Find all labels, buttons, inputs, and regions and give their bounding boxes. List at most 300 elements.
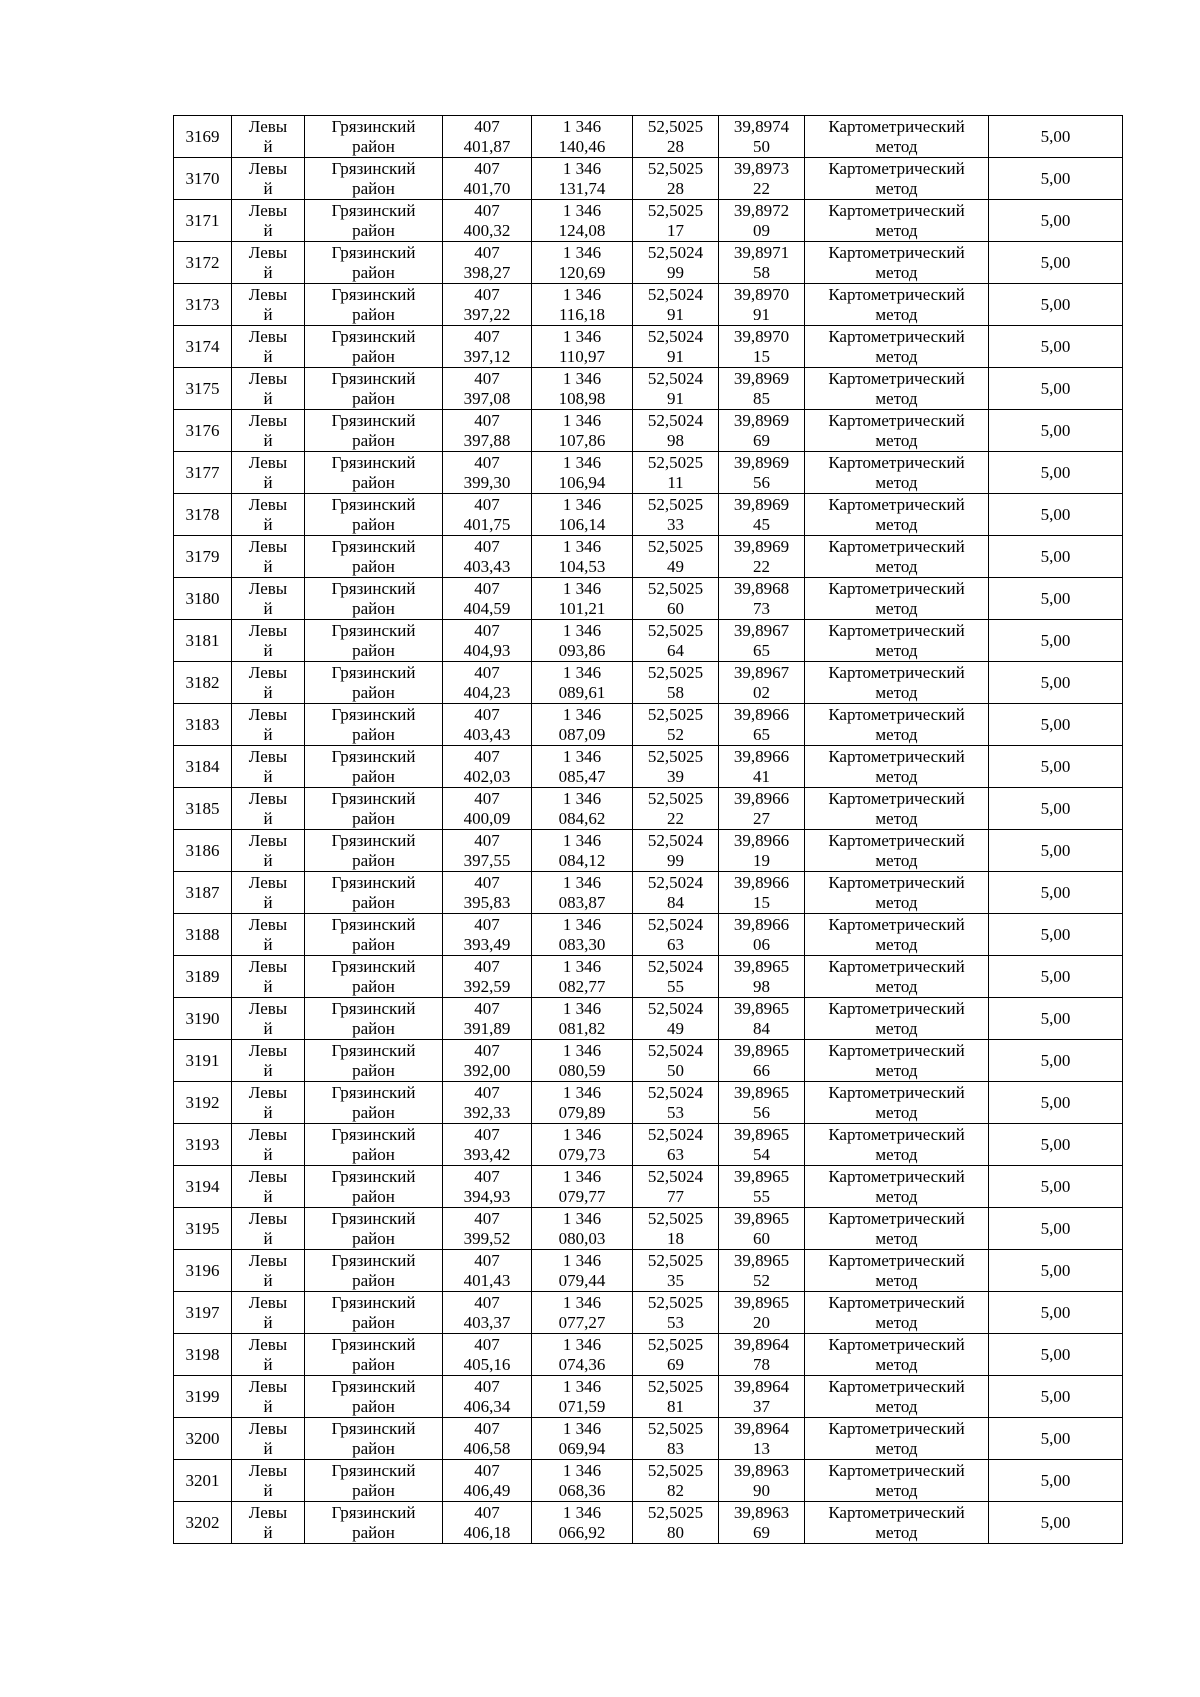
cell-method (805, 1334, 989, 1376)
cell-coord-x-line: 400,32 (463, 221, 511, 240)
cell-bank-side (232, 200, 305, 242)
cell-latitude-line: 52,5025 (647, 1503, 704, 1522)
cell-latitude-line: 28 (667, 137, 684, 156)
cell-longitude-line: 39,8966 (733, 705, 790, 724)
cell-bank-side-line: й (263, 809, 273, 828)
cell-method-line: метод (875, 221, 918, 240)
cell-method-line: Картометрический (828, 1293, 965, 1312)
cell-longitude-line: 39,8963 (733, 1461, 790, 1480)
table-row (174, 1040, 1123, 1082)
cell-coord-x-line: 407 (474, 537, 500, 556)
cell-bank-side-line: Левы (248, 411, 288, 430)
cell-coord-y-line: 071,59 (558, 1397, 606, 1416)
cell-longitude (719, 200, 805, 242)
cell-coord-y (532, 410, 633, 452)
cell-method-line: Картометрический (828, 1419, 965, 1438)
cell-district-line: Грязинский (331, 915, 416, 934)
cell-longitude-line: 39,8967 (733, 621, 790, 640)
cell-method (805, 872, 989, 914)
cell-method-line: метод (875, 641, 918, 660)
cell-longitude (719, 116, 805, 158)
cell-latitude (633, 116, 719, 158)
cell-longitude-line: 19 (753, 851, 770, 870)
cell-coord-x (443, 1292, 532, 1334)
cell-coord-y-line: 1 346 (562, 411, 602, 430)
cell-bank-side-line: й (263, 1397, 273, 1416)
cell-coord-y (532, 452, 633, 494)
cell-coord-x (443, 494, 532, 536)
cell-bank-side-line: Левы (248, 831, 288, 850)
cell-coord-x-line: 407 (474, 1125, 500, 1144)
cell-longitude-line: 39,8967 (733, 663, 790, 682)
cell-coord-y-line: 1 346 (562, 1377, 602, 1396)
cell-method-line: Картометрический (828, 1125, 965, 1144)
cell-latitude-line: 52,5025 (647, 747, 704, 766)
cell-latitude-line: 52,5025 (647, 1377, 704, 1396)
cell-bank-side-line: Левы (248, 1167, 288, 1186)
cell-district (305, 494, 443, 536)
cell-latitude-line: 80 (667, 1523, 684, 1542)
cell-latitude-line: 63 (667, 935, 684, 954)
cell-point-number: 3200 (174, 1418, 232, 1460)
cell-coord-x-line: 407 (474, 453, 500, 472)
cell-accuracy: 5,00 (989, 788, 1123, 830)
cell-coord-x (443, 326, 532, 368)
cell-coord-y-line: 1 346 (562, 789, 602, 808)
cell-coord-y-line: 083,30 (558, 935, 606, 954)
cell-coord-x-line: 407 (474, 999, 500, 1018)
cell-district (305, 284, 443, 326)
cell-method-line: метод (875, 1145, 918, 1164)
table-body (174, 116, 1123, 1544)
cell-district-line: район (352, 1271, 395, 1290)
cell-latitude (633, 578, 719, 620)
cell-accuracy: 5,00 (989, 368, 1123, 410)
cell-coord-y-line: 1 346 (562, 537, 602, 556)
cell-latitude (633, 1124, 719, 1166)
cell-district-line: район (352, 179, 395, 198)
cell-latitude-line: 52,5024 (647, 1041, 704, 1060)
cell-latitude-line: 58 (667, 683, 684, 702)
cell-coord-x-line: 405,16 (463, 1355, 511, 1374)
cell-longitude (719, 746, 805, 788)
cell-longitude-line: 60 (753, 1229, 770, 1248)
cell-district-line: район (352, 1523, 395, 1542)
cell-method-line: метод (875, 1229, 918, 1248)
cell-method (805, 1166, 989, 1208)
cell-accuracy: 5,00 (989, 284, 1123, 326)
cell-point-number: 3175 (174, 368, 232, 410)
cell-longitude-line: 39,8972 (733, 201, 790, 220)
table-row (174, 1082, 1123, 1124)
cell-latitude-line: 52,5025 (647, 537, 704, 556)
cell-coord-y-line: 069,94 (558, 1439, 606, 1458)
cell-latitude-line: 52,5024 (647, 1125, 704, 1144)
cell-longitude-line: 55 (753, 1187, 770, 1206)
cell-longitude-line: 73 (753, 599, 770, 618)
cell-longitude (719, 872, 805, 914)
cell-district (305, 1040, 443, 1082)
cell-bank-side-line: Левы (248, 663, 288, 682)
cell-coord-x (443, 536, 532, 578)
cell-latitude-line: 52,5025 (647, 621, 704, 640)
cell-method (805, 578, 989, 620)
cell-point-number: 3187 (174, 872, 232, 914)
cell-bank-side-line: й (263, 683, 273, 702)
cell-latitude-line: 52,5024 (647, 999, 704, 1018)
cell-longitude (719, 1040, 805, 1082)
cell-district-line: Грязинский (331, 453, 416, 472)
cell-method-line: Картометрический (828, 873, 965, 892)
cell-method (805, 200, 989, 242)
cell-bank-side (232, 116, 305, 158)
cell-bank-side (232, 662, 305, 704)
cell-coord-x-line: 406,18 (463, 1523, 511, 1542)
cell-latitude-line: 52,5025 (647, 579, 704, 598)
cell-district (305, 452, 443, 494)
cell-coord-x (443, 410, 532, 452)
cell-longitude-line: 39,8964 (733, 1377, 790, 1396)
cell-latitude-line: 18 (667, 1229, 684, 1248)
table-row (174, 956, 1123, 998)
table-row (174, 158, 1123, 200)
cell-longitude-line: 37 (753, 1397, 770, 1416)
cell-bank-side-line: Левы (248, 159, 288, 178)
cell-coord-y-line: 068,36 (558, 1481, 606, 1500)
cell-district (305, 1334, 443, 1376)
cell-district (305, 368, 443, 410)
cell-method-line: метод (875, 347, 918, 366)
cell-longitude-line: 39,8965 (733, 957, 790, 976)
cell-coord-y-line: 120,69 (558, 263, 606, 282)
cell-coord-y-line: 1 346 (562, 1041, 602, 1060)
cell-district-line: район (352, 1397, 395, 1416)
cell-longitude-line: 39,8966 (733, 789, 790, 808)
cell-bank-side (232, 284, 305, 326)
cell-longitude (719, 1418, 805, 1460)
cell-coord-y (532, 662, 633, 704)
cell-accuracy: 5,00 (989, 536, 1123, 578)
coordinates-table (173, 115, 1123, 1544)
cell-bank-side-line: Левы (248, 327, 288, 346)
cell-bank-side (232, 1460, 305, 1502)
cell-latitude-line: 52,5025 (647, 1335, 704, 1354)
cell-coord-y (532, 704, 633, 746)
cell-coord-x-line: 407 (474, 285, 500, 304)
table-row (174, 1250, 1123, 1292)
cell-coord-x-line: 407 (474, 957, 500, 976)
cell-district (305, 788, 443, 830)
cell-method-line: метод (875, 893, 918, 912)
cell-coord-x-line: 406,34 (463, 1397, 511, 1416)
cell-longitude-line: 56 (753, 473, 770, 492)
cell-district-line: Грязинский (331, 789, 416, 808)
cell-longitude-line: 02 (753, 683, 770, 702)
cell-coord-y (532, 746, 633, 788)
cell-coord-x-line: 399,52 (463, 1229, 511, 1248)
cell-point-number: 3181 (174, 620, 232, 662)
cell-longitude-line: 39,8973 (733, 159, 790, 178)
cell-coord-y (532, 1082, 633, 1124)
cell-longitude-line: 39,8968 (733, 579, 790, 598)
cell-method-line: Картометрический (828, 1209, 965, 1228)
cell-district-line: Грязинский (331, 1419, 416, 1438)
cell-bank-side-line: Левы (248, 201, 288, 220)
cell-latitude (633, 1250, 719, 1292)
cell-coord-x (443, 1334, 532, 1376)
cell-coord-x-line: 407 (474, 117, 500, 136)
cell-district (305, 1292, 443, 1334)
cell-district-line: Грязинский (331, 999, 416, 1018)
cell-coord-y-line: 087,09 (558, 725, 606, 744)
table-row (174, 1418, 1123, 1460)
cell-bank-side-line: й (263, 179, 273, 198)
cell-method-line: метод (875, 1103, 918, 1122)
cell-method (805, 620, 989, 662)
cell-bank-side-line: й (263, 1355, 273, 1374)
cell-coord-y-line: 1 346 (562, 201, 602, 220)
cell-coord-x-line: 407 (474, 1419, 500, 1438)
cell-accuracy: 5,00 (989, 1166, 1123, 1208)
table-row (174, 200, 1123, 242)
table-row (174, 452, 1123, 494)
cell-bank-side-line: й (263, 851, 273, 870)
cell-point-number: 3173 (174, 284, 232, 326)
cell-point-number: 3186 (174, 830, 232, 872)
cell-coord-y-line: 116,18 (558, 305, 606, 324)
cell-district-line: район (352, 1061, 395, 1080)
cell-latitude-line: 52,5025 (647, 1461, 704, 1480)
cell-longitude (719, 1334, 805, 1376)
cell-coord-x-line: 399,30 (463, 473, 511, 492)
cell-bank-side-line: й (263, 1019, 273, 1038)
cell-latitude-line: 64 (667, 641, 684, 660)
cell-bank-side-line: Левы (248, 999, 288, 1018)
cell-coord-x-line: 407 (474, 873, 500, 892)
cell-coord-y-line: 1 346 (562, 705, 602, 724)
cell-coord-x-line: 407 (474, 1335, 500, 1354)
table-row (174, 1334, 1123, 1376)
cell-bank-side-line: й (263, 389, 273, 408)
cell-latitude-line: 77 (667, 1187, 684, 1206)
cell-method-line: метод (875, 1061, 918, 1080)
cell-coord-y-line: 080,03 (558, 1229, 606, 1248)
cell-coord-y-line: 079,73 (558, 1145, 606, 1164)
cell-accuracy: 5,00 (989, 410, 1123, 452)
cell-bank-side (232, 1124, 305, 1166)
cell-bank-side-line: Левы (248, 117, 288, 136)
cell-method-line: Картометрический (828, 705, 965, 724)
cell-coord-x-line: 393,42 (463, 1145, 511, 1164)
cell-coord-x-line: 397,22 (463, 305, 511, 324)
cell-longitude-line: 39,8969 (733, 453, 790, 472)
cell-method-line: метод (875, 305, 918, 324)
cell-longitude-line: 15 (753, 347, 770, 366)
table-row (174, 578, 1123, 620)
cell-coord-x-line: 407 (474, 831, 500, 850)
cell-longitude (719, 1166, 805, 1208)
cell-method-line: метод (875, 1313, 918, 1332)
cell-coord-x-line: 407 (474, 411, 500, 430)
cell-method-line: Картометрический (828, 999, 965, 1018)
cell-district-line: район (352, 977, 395, 996)
cell-bank-side-line: й (263, 1061, 273, 1080)
cell-longitude-line: 39,8974 (733, 117, 790, 136)
cell-coord-y-line: 1 346 (562, 327, 602, 346)
cell-latitude (633, 536, 719, 578)
cell-district-line: Грязинский (331, 1041, 416, 1060)
cell-bank-side (232, 1082, 305, 1124)
cell-coord-y (532, 1166, 633, 1208)
cell-coord-y (532, 242, 633, 284)
cell-bank-side-line: Левы (248, 243, 288, 262)
cell-coord-y (532, 200, 633, 242)
cell-latitude-line: 91 (667, 347, 684, 366)
cell-coord-x-line: 407 (474, 1209, 500, 1228)
cell-method-line: метод (875, 1397, 918, 1416)
cell-bank-side-line: Левы (248, 1083, 288, 1102)
cell-coord-x (443, 1040, 532, 1082)
cell-bank-side-line: й (263, 1271, 273, 1290)
cell-method-line: Картометрический (828, 495, 965, 514)
cell-district-line: район (352, 473, 395, 492)
cell-district (305, 662, 443, 704)
cell-accuracy: 5,00 (989, 1502, 1123, 1544)
cell-accuracy: 5,00 (989, 746, 1123, 788)
cell-coord-x (443, 1418, 532, 1460)
cell-coord-y-line: 124,08 (558, 221, 606, 240)
cell-method-line: метод (875, 137, 918, 156)
cell-longitude-line: 66 (753, 1061, 770, 1080)
cell-district-line: район (352, 1439, 395, 1458)
cell-latitude-line: 50 (667, 1061, 684, 1080)
cell-coord-x-line: 407 (474, 663, 500, 682)
cell-longitude-line: 90 (753, 1481, 770, 1500)
cell-latitude (633, 788, 719, 830)
cell-coord-x-line: 406,58 (463, 1439, 511, 1458)
cell-method (805, 1418, 989, 1460)
cell-coord-y-line: 1 346 (562, 747, 602, 766)
cell-point-number: 3201 (174, 1460, 232, 1502)
cell-coord-x-line: 407 (474, 369, 500, 388)
cell-district-line: Грязинский (331, 747, 416, 766)
table-row (174, 326, 1123, 368)
cell-bank-side-line: Левы (248, 915, 288, 934)
cell-bank-side-line: й (263, 599, 273, 618)
cell-coord-y-line: 1 346 (562, 579, 602, 598)
cell-district-line: Грязинский (331, 705, 416, 724)
cell-district-line: район (352, 767, 395, 786)
cell-accuracy: 5,00 (989, 1334, 1123, 1376)
cell-district-line: Грязинский (331, 957, 416, 976)
cell-method-line: метод (875, 767, 918, 786)
cell-district-line: район (352, 389, 395, 408)
cell-district (305, 116, 443, 158)
cell-longitude-line: 58 (753, 263, 770, 282)
cell-district-line: Грязинский (331, 663, 416, 682)
cell-district-line: район (352, 1145, 395, 1164)
table-row (174, 1460, 1123, 1502)
cell-latitude-line: 39 (667, 767, 684, 786)
cell-coord-x (443, 1502, 532, 1544)
cell-coord-x-line: 407 (474, 327, 500, 346)
cell-district (305, 410, 443, 452)
table-row (174, 620, 1123, 662)
cell-method (805, 158, 989, 200)
cell-coord-x-line: 403,37 (463, 1313, 511, 1332)
cell-latitude (633, 1040, 719, 1082)
cell-longitude (719, 830, 805, 872)
cell-method-line: Картометрический (828, 621, 965, 640)
cell-bank-side (232, 998, 305, 1040)
table-row (174, 1376, 1123, 1418)
cell-bank-side (232, 1208, 305, 1250)
cell-longitude-line: 98 (753, 977, 770, 996)
cell-longitude-line: 39,8969 (733, 369, 790, 388)
cell-district (305, 956, 443, 998)
cell-coord-x (443, 368, 532, 410)
table-row (174, 788, 1123, 830)
cell-latitude-line: 99 (667, 851, 684, 870)
cell-bank-side-line: й (263, 1229, 273, 1248)
cell-coord-y (532, 620, 633, 662)
cell-longitude (719, 494, 805, 536)
cell-district-line: Грязинский (331, 1293, 416, 1312)
cell-longitude-line: 65 (753, 641, 770, 660)
cell-district-line: район (352, 641, 395, 660)
cell-method-line: метод (875, 1355, 918, 1374)
cell-coord-y-line: 085,47 (558, 767, 606, 786)
table-row (174, 410, 1123, 452)
cell-latitude-line: 52,5025 (647, 1251, 704, 1270)
cell-method-line: Картометрический (828, 411, 965, 430)
cell-coord-y (532, 116, 633, 158)
cell-coord-x (443, 200, 532, 242)
cell-coord-y (532, 326, 633, 368)
cell-accuracy: 5,00 (989, 914, 1123, 956)
cell-longitude (719, 326, 805, 368)
cell-longitude-line: 27 (753, 809, 770, 828)
cell-bank-side-line: Левы (248, 621, 288, 640)
table-row (174, 998, 1123, 1040)
cell-coord-y-line: 1 346 (562, 915, 602, 934)
cell-longitude-line: 39,8971 (733, 243, 790, 262)
cell-longitude (719, 242, 805, 284)
cell-method-line: метод (875, 431, 918, 450)
cell-coord-x-line: 397,12 (463, 347, 511, 366)
cell-latitude-line: 52,5025 (647, 159, 704, 178)
cell-coord-x-line: 403,43 (463, 557, 511, 576)
cell-coord-x-line: 407 (474, 1083, 500, 1102)
cell-longitude-line: 09 (753, 221, 770, 240)
cell-district-line: район (352, 1229, 395, 1248)
cell-point-number: 3190 (174, 998, 232, 1040)
cell-bank-side-line: й (263, 137, 273, 156)
cell-point-number: 3199 (174, 1376, 232, 1418)
cell-bank-side-line: й (263, 347, 273, 366)
cell-latitude-line: 83 (667, 1439, 684, 1458)
cell-latitude-line: 53 (667, 1313, 684, 1332)
cell-district (305, 242, 443, 284)
cell-district-line: Грязинский (331, 285, 416, 304)
cell-longitude-line: 39,8966 (733, 831, 790, 850)
cell-district (305, 1082, 443, 1124)
cell-accuracy: 5,00 (989, 956, 1123, 998)
cell-district (305, 1208, 443, 1250)
cell-coord-x-line: 397,08 (463, 389, 511, 408)
cell-method-line: метод (875, 1481, 918, 1500)
cell-district-line: Грязинский (331, 495, 416, 514)
